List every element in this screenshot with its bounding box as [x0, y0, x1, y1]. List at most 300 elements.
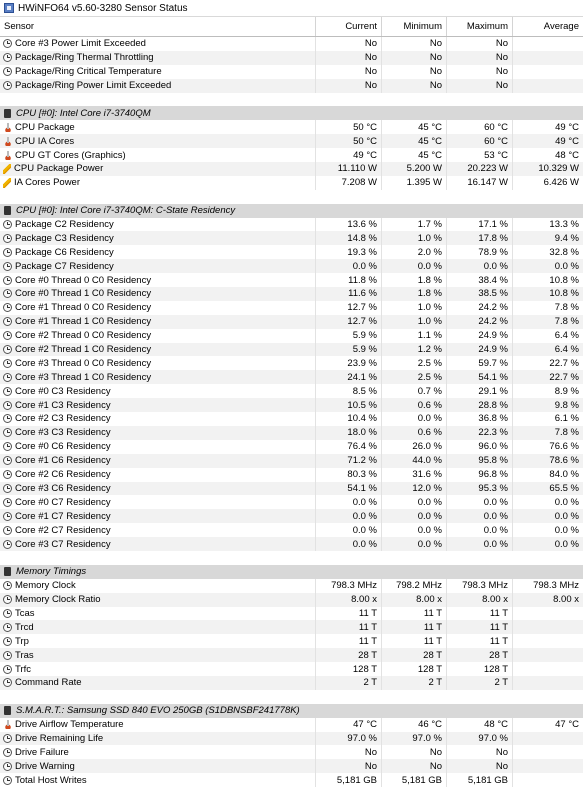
sensor-name: Command Rate: [15, 677, 82, 689]
sensor-row[interactable]: [0, 287, 583, 301]
sensor-name: Core #3 C3 Residency: [15, 427, 111, 439]
maximum-value: 54.1 %: [447, 370, 513, 384]
sensor-row[interactable]: [0, 162, 583, 176]
maximum-value: 95.8 %: [447, 454, 513, 468]
sensor-name-cell: [0, 523, 316, 537]
average-value: 6.4 %: [554, 344, 579, 356]
sensor-row[interactable]: [0, 356, 583, 370]
sensor-name: Core #0 Thread 0 C0 Residency: [15, 274, 152, 286]
sensor-row[interactable]: [0, 259, 583, 273]
current-value: 7.208 W: [316, 176, 382, 190]
sensor-name: Package C6 Residency: [15, 246, 114, 258]
sensor-name: Memory Clock: [15, 580, 76, 592]
sensor-name-cell: [0, 148, 316, 162]
clock-icon: [3, 345, 12, 354]
minimum-value: 2.5 %: [382, 370, 447, 384]
clock-icon: [3, 248, 12, 257]
minimum-value: 11 T: [382, 620, 447, 634]
sensor-name: Package C7 Residency: [15, 260, 114, 272]
sensor-name-cell: [0, 732, 316, 746]
sensor-row[interactable]: [0, 329, 583, 343]
sensor-row[interactable]: [0, 65, 583, 79]
sensor-name: Core #3 Power Limit Exceeded: [15, 38, 146, 50]
sensor-row[interactable]: [0, 593, 583, 607]
sensor-name-cell: [0, 454, 316, 468]
current-value: 11 T: [316, 634, 382, 648]
thermometer-icon: [5, 151, 11, 160]
sensor-row[interactable]: [0, 468, 583, 482]
minimum-value: 97.0 %: [382, 732, 447, 746]
maximum-value: No: [447, 79, 513, 93]
sensor-name-cell: [0, 440, 316, 454]
minimum-value: 31.6 %: [382, 468, 447, 482]
minimum-value: 11 T: [382, 634, 447, 648]
sensor-row[interactable]: [0, 773, 583, 787]
clock-icon: [3, 234, 12, 243]
average-value: 6.1 %: [554, 413, 579, 425]
maximum-value: 17.8 %: [447, 231, 513, 245]
clock-icon: [3, 526, 12, 535]
minimum-value: 1.1 %: [382, 329, 447, 343]
current-value: 11.6 %: [316, 287, 382, 301]
sensor-row[interactable]: [0, 759, 583, 773]
average-value: [513, 732, 583, 746]
clock-icon: [3, 53, 12, 62]
average-value: 65.5 %: [549, 482, 579, 494]
sensor-name-cell: [0, 329, 316, 343]
minimum-value: No: [382, 37, 447, 51]
sensor-row[interactable]: [0, 440, 583, 454]
sensor-name: Core #0 Thread 1 C0 Residency: [15, 288, 152, 300]
sensor-name-cell: [0, 495, 316, 509]
thermometer-icon: [5, 720, 11, 729]
column-header: [0, 17, 583, 37]
sensor-name-cell: [0, 231, 316, 245]
maximum-value: 95.3 %: [447, 482, 513, 496]
minimum-value: 1.0 %: [382, 315, 447, 329]
sensor-name-cell: [0, 537, 316, 551]
current-value: No: [316, 65, 382, 79]
average-value: 7.8 %: [554, 427, 579, 439]
sensor-row[interactable]: [0, 231, 583, 245]
sensor-group-header[interactable]: [0, 704, 583, 718]
current-value: 18.0 %: [316, 426, 382, 440]
sensor-row[interactable]: [0, 398, 583, 412]
group-spacer: [0, 93, 583, 107]
clock-icon: [3, 470, 12, 479]
maximum-value: 28 T: [447, 648, 513, 662]
sensor-name-cell: [0, 676, 316, 690]
clock-icon: [3, 623, 12, 632]
sensor-name: Package/Ring Power Limit Exceeded: [15, 80, 172, 92]
current-value: No: [316, 37, 382, 51]
clock-icon: [3, 665, 12, 674]
current-value: 28 T: [316, 648, 382, 662]
clock-icon: [3, 581, 12, 590]
maximum-value: 59.7 %: [447, 356, 513, 370]
column-header-minimum[interactable]: Minimum: [382, 17, 447, 36]
sensor-name-cell: [0, 134, 316, 148]
maximum-value: 24.9 %: [447, 343, 513, 357]
sensor-name-cell: [0, 218, 316, 232]
maximum-value: 38.4 %: [447, 273, 513, 287]
current-value: 5,181 GB: [316, 773, 382, 787]
sensor-name: Package/Ring Thermal Throttling: [15, 52, 154, 64]
clock-icon: [3, 276, 12, 285]
sensor-row[interactable]: [0, 384, 583, 398]
sensor-name: Drive Failure: [15, 746, 69, 758]
average-value: [513, 648, 583, 662]
maximum-value: 38.5 %: [447, 287, 513, 301]
maximum-value: 24.2 %: [447, 315, 513, 329]
maximum-value: No: [447, 37, 513, 51]
sensor-name: Core #1 C6 Residency: [15, 455, 111, 467]
sensor-name: Package/Ring Critical Temperature: [15, 66, 162, 78]
sensor-name-cell: [0, 468, 316, 482]
clock-icon: [3, 540, 12, 549]
sensor-row[interactable]: [0, 148, 583, 162]
minimum-value: 5.200 W: [382, 162, 447, 176]
clock-icon: [3, 512, 12, 521]
sensor-row[interactable]: [0, 607, 583, 621]
current-value: 0.0 %: [316, 537, 382, 551]
maximum-value: 36.8 %: [447, 412, 513, 426]
minimum-value: 0.6 %: [382, 398, 447, 412]
sensor-name-cell: [0, 301, 316, 315]
maximum-value: 53 °C: [447, 148, 513, 162]
average-value: 10.329 W: [538, 163, 579, 175]
current-value: 11 T: [316, 620, 382, 634]
maximum-value: 128 T: [447, 662, 513, 676]
sensor-row[interactable]: [0, 745, 583, 759]
title-bar: [0, 0, 583, 17]
average-value: 7.8 %: [554, 302, 579, 314]
minimum-value: 1.0 %: [382, 231, 447, 245]
maximum-value: 24.9 %: [447, 329, 513, 343]
minimum-value: 1.8 %: [382, 287, 447, 301]
sensor-name-cell: [0, 120, 316, 134]
clock-icon: [3, 317, 12, 326]
sensor-row[interactable]: [0, 134, 583, 148]
minimum-value: 0.0 %: [382, 523, 447, 537]
minimum-value: 128 T: [382, 662, 447, 676]
minimum-value: No: [382, 745, 447, 759]
sensor-name: Trcd: [15, 621, 34, 633]
average-value: 49 °C: [555, 135, 579, 147]
average-value: [513, 37, 583, 51]
clock-icon: [3, 387, 12, 396]
average-value: 8.00 x: [553, 594, 579, 606]
minimum-value: 2 T: [382, 676, 447, 690]
sensor-name: Core #0 C3 Residency: [15, 385, 111, 397]
sensor-name-cell: [0, 634, 316, 648]
sensor-row[interactable]: [0, 732, 583, 746]
sensor-name-cell: [0, 759, 316, 773]
sensor-group-label: CPU [#0]: Intel Core i7-3740QM: C-State Residency: [16, 205, 236, 217]
minimum-value: 45 °C: [382, 148, 447, 162]
sensor-row[interactable]: [0, 662, 583, 676]
average-value: 84.0 %: [549, 469, 579, 481]
maximum-value: 0.0 %: [447, 495, 513, 509]
sensor-row[interactable]: [0, 523, 583, 537]
chip-icon: [4, 567, 11, 576]
sensor-name-cell: [0, 662, 316, 676]
sensor-row[interactable]: [0, 51, 583, 65]
sensor-row[interactable]: [0, 537, 583, 551]
current-value: 5.9 %: [316, 343, 382, 357]
minimum-value: 2.5 %: [382, 356, 447, 370]
current-value: 10.4 %: [316, 412, 382, 426]
sensor-name-cell: [0, 509, 316, 523]
average-value: 0.0 %: [554, 510, 579, 522]
chip-icon: [4, 206, 11, 215]
sensor-row[interactable]: [0, 579, 583, 593]
app-icon: [4, 3, 14, 13]
sensor-row[interactable]: [0, 648, 583, 662]
power-icon: [3, 178, 11, 188]
sensor-name: Memory Clock Ratio: [15, 594, 101, 606]
maximum-value: 0.0 %: [447, 509, 513, 523]
sensor-name-cell: [0, 620, 316, 634]
average-value: 10.8 %: [549, 274, 579, 286]
sensor-name: Core #2 Thread 1 C0 Residency: [15, 344, 152, 356]
current-value: 8.5 %: [316, 384, 382, 398]
maximum-value: 798.3 MHz: [447, 579, 513, 593]
current-value: 0.0 %: [316, 259, 382, 273]
sensor-row[interactable]: [0, 218, 583, 232]
maximum-value: 0.0 %: [447, 523, 513, 537]
current-value: 76.4 %: [316, 440, 382, 454]
current-value: 24.1 %: [316, 370, 382, 384]
sensor-name: Core #3 Thread 1 C0 Residency: [15, 371, 152, 383]
current-value: 71.2 %: [316, 454, 382, 468]
sensor-name-cell: [0, 773, 316, 787]
average-value: [513, 620, 583, 634]
average-value: [513, 676, 583, 690]
current-value: 47 °C: [316, 718, 382, 732]
power-icon: [3, 164, 11, 174]
sensor-row[interactable]: [0, 482, 583, 496]
group-spacer: [0, 190, 583, 204]
group-spacer: [0, 690, 583, 704]
maximum-value: No: [447, 51, 513, 65]
minimum-value: 1.8 %: [382, 273, 447, 287]
sensor-row[interactable]: [0, 79, 583, 93]
sensor-group-header[interactable]: [0, 565, 583, 579]
group-spacer: [0, 551, 583, 565]
sensor-name: Tcas: [15, 607, 35, 619]
clock-icon: [3, 498, 12, 507]
sensor-row[interactable]: [0, 176, 583, 190]
minimum-value: 26.0 %: [382, 440, 447, 454]
sensor-row[interactable]: [0, 718, 583, 732]
clock-icon: [3, 748, 12, 757]
minimum-value: 1.7 %: [382, 218, 447, 232]
minimum-value: 1.395 W: [382, 176, 447, 190]
sensor-row[interactable]: [0, 634, 583, 648]
average-value: [513, 759, 583, 773]
maximum-value: No: [447, 65, 513, 79]
maximum-value: 97.0 %: [447, 732, 513, 746]
sensor-name-cell: [0, 426, 316, 440]
sensor-name: Core #1 C7 Residency: [15, 510, 111, 522]
current-value: 8.00 x: [316, 593, 382, 607]
sensor-row[interactable]: [0, 120, 583, 134]
sensor-name-cell: [0, 482, 316, 496]
current-value: 0.0 %: [316, 495, 382, 509]
maximum-value: 60 °C: [447, 134, 513, 148]
maximum-value: 96.8 %: [447, 468, 513, 482]
average-value: [513, 634, 583, 648]
average-value: [513, 745, 583, 759]
current-value: 19.3 %: [316, 245, 382, 259]
sensor-name: Core #3 C6 Residency: [15, 482, 111, 494]
current-value: 54.1 %: [316, 482, 382, 496]
thermometer-icon: [5, 123, 11, 132]
sensor-group-header[interactable]: [0, 204, 583, 218]
clock-icon: [3, 428, 12, 437]
sensor-name: Package C2 Residency: [15, 219, 114, 231]
sensor-row[interactable]: [0, 426, 583, 440]
sensor-row[interactable]: [0, 495, 583, 509]
chip-icon: [4, 109, 11, 118]
sensor-name: Core #0 C7 Residency: [15, 496, 111, 508]
maximum-value: 11 T: [447, 607, 513, 621]
minimum-value: 45 °C: [382, 134, 447, 148]
minimum-value: 0.7 %: [382, 384, 447, 398]
sensor-row[interactable]: [0, 454, 583, 468]
clock-icon: [3, 401, 12, 410]
minimum-value: 28 T: [382, 648, 447, 662]
current-value: 11 T: [316, 607, 382, 621]
minimum-value: 8.00 x: [382, 593, 447, 607]
maximum-value: 0.0 %: [447, 259, 513, 273]
current-value: No: [316, 759, 382, 773]
average-value: 49 °C: [555, 121, 579, 133]
maximum-value: 20.223 W: [447, 162, 513, 176]
current-value: 23.9 %: [316, 356, 382, 370]
column-header-average[interactable]: Average: [543, 21, 579, 32]
average-value: [513, 607, 583, 621]
clock-icon: [3, 414, 12, 423]
average-value: 9.4 %: [554, 232, 579, 244]
average-value: 0.0 %: [554, 260, 579, 272]
maximum-value: 11 T: [447, 620, 513, 634]
minimum-value: 0.0 %: [382, 412, 447, 426]
maximum-value: 48 °C: [447, 718, 513, 732]
sensor-name: CPU IA Cores: [15, 135, 75, 147]
current-value: No: [316, 79, 382, 93]
minimum-value: 2.0 %: [382, 245, 447, 259]
sensor-name-cell: [0, 162, 316, 176]
current-value: 11.8 %: [316, 273, 382, 287]
maximum-value: 11 T: [447, 634, 513, 648]
sensor-row[interactable]: [0, 273, 583, 287]
current-value: 128 T: [316, 662, 382, 676]
current-value: 5.9 %: [316, 329, 382, 343]
average-value: 6.426 W: [543, 177, 579, 189]
sensor-name-cell: [0, 65, 316, 79]
maximum-value: 17.1 %: [447, 218, 513, 232]
average-value: 22.7 %: [549, 371, 579, 383]
clock-icon: [3, 262, 12, 271]
minimum-value: 0.0 %: [382, 495, 447, 509]
maximum-value: 96.0 %: [447, 440, 513, 454]
sensor-name-cell: [0, 259, 316, 273]
sensor-row[interactable]: [0, 315, 583, 329]
sensor-name: IA Cores Power: [14, 177, 80, 189]
average-value: 0.0 %: [554, 496, 579, 508]
sensor-row[interactable]: [0, 301, 583, 315]
minimum-value: No: [382, 65, 447, 79]
sensor-row[interactable]: [0, 620, 583, 634]
clock-icon: [3, 734, 12, 743]
sensor-group-header[interactable]: [0, 106, 583, 120]
sensor-name: Core #0 C6 Residency: [15, 441, 111, 453]
sensor-name: CPU Package Power: [14, 163, 104, 175]
sensor-row[interactable]: [0, 370, 583, 384]
sensor-name: Drive Airflow Temperature: [15, 719, 124, 731]
maximum-value: No: [447, 759, 513, 773]
sensor-name: Tras: [15, 649, 34, 661]
minimum-value: 1.0 %: [382, 301, 447, 315]
maximum-value: 16.147 W: [447, 176, 513, 190]
current-value: 12.7 %: [316, 301, 382, 315]
clock-icon: [3, 373, 12, 382]
minimum-value: 0.0 %: [382, 259, 447, 273]
current-value: 80.3 %: [316, 468, 382, 482]
clock-icon: [3, 303, 12, 312]
average-value: 6.4 %: [554, 330, 579, 342]
sensor-row[interactable]: [0, 509, 583, 523]
current-value: 0.0 %: [316, 509, 382, 523]
sensor-row[interactable]: [0, 676, 583, 690]
minimum-value: 11 T: [382, 607, 447, 621]
average-value: 7.8 %: [554, 316, 579, 328]
minimum-value: No: [382, 79, 447, 93]
sensor-name-cell: [0, 607, 316, 621]
minimum-value: 0.0 %: [382, 509, 447, 523]
sensor-group-label: CPU [#0]: Intel Core i7-3740QM: [16, 107, 151, 119]
maximum-value: 24.2 %: [447, 301, 513, 315]
sensor-name-cell: [0, 245, 316, 259]
sensor-name-cell: [0, 273, 316, 287]
sensor-name-cell: [0, 718, 316, 732]
current-value: 50 °C: [316, 134, 382, 148]
column-header-current[interactable]: Current: [316, 17, 382, 36]
current-value: 13.6 %: [316, 218, 382, 232]
sensor-name-cell: [0, 287, 316, 301]
sensor-name: Core #1 Thread 0 C0 Residency: [15, 302, 152, 314]
maximum-value: 5,181 GB: [447, 773, 513, 787]
column-header-sensor[interactable]: Sensor: [0, 17, 316, 36]
thermometer-icon: [5, 137, 11, 146]
sensor-name-cell: [0, 37, 316, 51]
average-value: 32.8 %: [549, 246, 579, 258]
sensor-name: Core #2 C6 Residency: [15, 469, 111, 481]
average-value: [513, 65, 583, 79]
maximum-value: 78.9 %: [447, 245, 513, 259]
sensor-row[interactable]: [0, 412, 583, 426]
current-value: 50 °C: [316, 120, 382, 134]
sensor-name-cell: [0, 412, 316, 426]
sensor-row[interactable]: [0, 343, 583, 357]
minimum-value: No: [382, 51, 447, 65]
sensor-row[interactable]: [0, 245, 583, 259]
clock-icon: [3, 67, 12, 76]
sensor-row[interactable]: [0, 37, 583, 51]
column-header-maximum[interactable]: Maximum: [447, 17, 513, 36]
